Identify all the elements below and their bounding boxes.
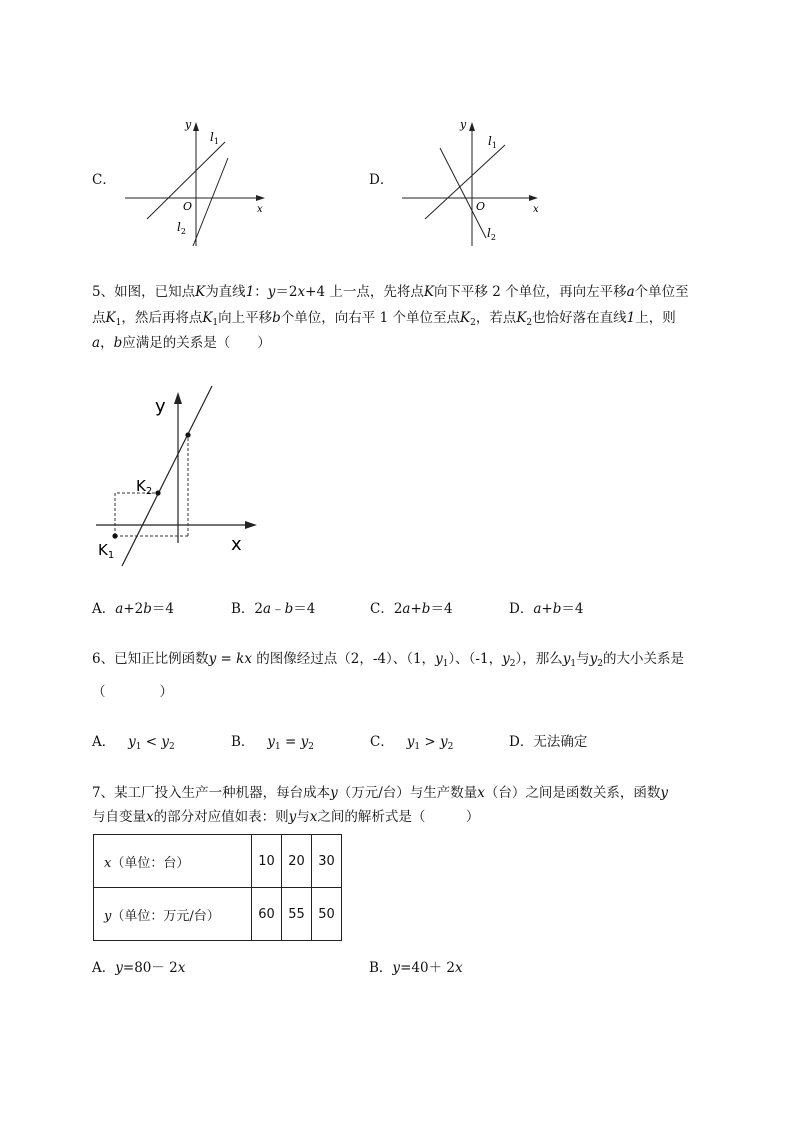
- q6-text-line-1: 6、已知正比例函数y = kx 的图像经过点（2，-4）、（1，$y_1$）、（-1，$y_2$），那么$y_1$与$y_2$的大小关系是: [92, 651, 684, 669]
- q5-text-line-1: 5、如图，已知点K为直线1：y＝2x+4 上一点，先将点K向下平移 2 个单位，再向左平移a个单位至: [92, 284, 689, 300]
- q5-text-line-2: 点$K_1$，然后再将点$K_1$向上平移b个单位，向右平 1 个单位至点$K_2$，若点$K_2$也恰好落在直线1上，则: [92, 310, 676, 328]
- line-l2: [440, 148, 486, 238]
- l2-label: $l_2$: [177, 220, 186, 236]
- y-axis-label: y: [460, 118, 467, 131]
- q5-figure: [90, 380, 270, 570]
- q7-option-b: B．y=40＋ 2x: [369, 960, 463, 976]
- value-table: [93, 834, 342, 941]
- origin-label: O: [476, 200, 486, 213]
- option-c-label: C．: [92, 172, 116, 188]
- table-row: [94, 835, 342, 888]
- table-cell: 30: [312, 835, 342, 888]
- q5-text-line-3: a，b应满足的关系是（ ）: [92, 335, 271, 351]
- origin-label: O: [183, 200, 193, 213]
- table-cell: 10: [252, 835, 282, 888]
- line-l1: [425, 145, 505, 219]
- q7-option-a: A．y=80－ 2x: [92, 960, 186, 976]
- l1-label: $l_1$: [210, 130, 219, 146]
- point-k: [185, 432, 190, 437]
- graph-option-d: [390, 108, 560, 253]
- q5-option-c: C．2a+b＝4: [370, 601, 453, 617]
- table-cell: 20: [282, 835, 312, 888]
- k1-label: $K_1$: [98, 541, 115, 561]
- table-cell: 55: [282, 888, 312, 941]
- point-k2: [155, 490, 160, 495]
- l2-label: $l_2$: [487, 226, 496, 242]
- x-axis-label: x: [533, 204, 539, 215]
- l1-label: $l_1$: [488, 134, 497, 150]
- row-label-x: x（单位：台）: [94, 835, 252, 888]
- row-label-y: y（单位：万元/台）: [94, 888, 252, 941]
- table-cell: 60: [252, 888, 282, 941]
- x-axis-arrow-icon: [256, 195, 265, 201]
- y-axis-arrow-icon: [469, 122, 475, 131]
- q7-text-line-1: 7、某工厂投入生产一种机器，每台成本y（万元/台）与生产数量x（台）之间是函数关系，函数y: [92, 785, 669, 801]
- table-cell: 50: [312, 888, 342, 941]
- x-axis-label: x: [257, 204, 263, 215]
- q5-option-a: A．a+2b＝4: [92, 601, 174, 617]
- q6-option-c: C． $y_1 > y_2$: [370, 734, 454, 752]
- graph-option-c: [110, 108, 280, 253]
- x-axis-arrow-icon: [529, 195, 538, 201]
- k2-label: $K_2$: [136, 477, 153, 497]
- point-k1: [112, 533, 117, 538]
- x-axis-label: x: [231, 534, 242, 555]
- q5-option-b: B．2a﹣b＝4: [231, 601, 316, 617]
- q6-option-d: D．无法确定: [509, 734, 588, 750]
- y-axis-label: y: [185, 118, 192, 131]
- y-axis-arrow-icon: [193, 122, 199, 131]
- option-d-label: D．: [369, 172, 394, 188]
- x-axis-arrow-icon: [245, 521, 257, 529]
- table-row: [94, 888, 342, 941]
- q7-text-line-2: 与自变量x的部分对应值如表：则y与x之间的解析式是（ ）: [92, 809, 480, 825]
- q6-text-line-2: （ ）: [92, 684, 173, 700]
- y-axis-arrow-icon: [174, 392, 182, 404]
- q6-option-b: B． $y_1 = y_2$: [231, 734, 314, 752]
- dashed-path-k1-k2: [115, 493, 158, 536]
- line-l2: [193, 158, 228, 246]
- q5-option-d: D．a+b＝4: [509, 601, 584, 617]
- y-axis-label: y: [155, 396, 166, 417]
- q6-option-a: A． $y_1 < y_2$: [92, 734, 175, 752]
- line-l: [122, 386, 212, 566]
